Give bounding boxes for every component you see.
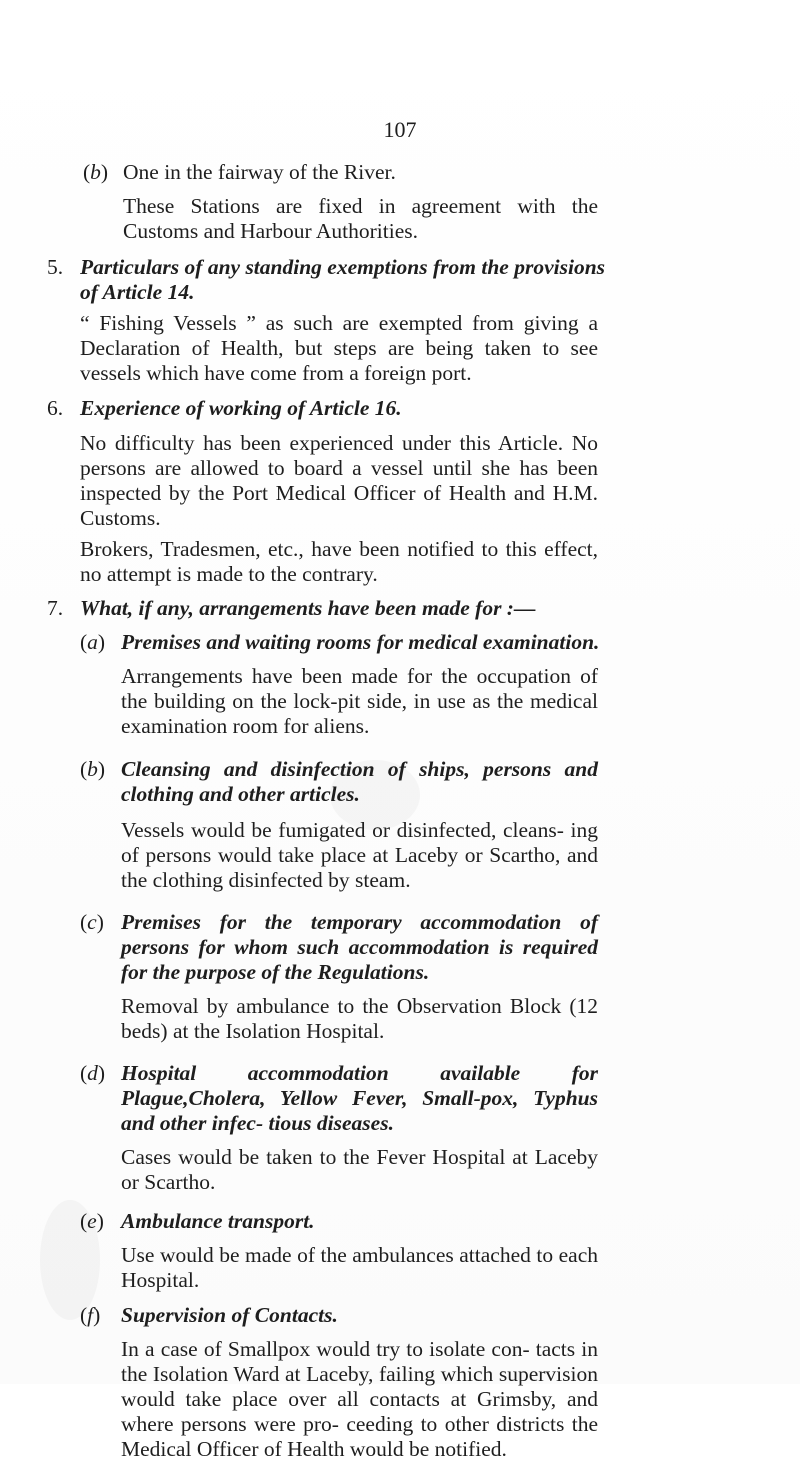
section-5-heading-line2: of Article 14. xyxy=(80,280,195,304)
item-b-heading: Cleansing and disinfection of ships, persons and clothing and other articles. xyxy=(121,757,598,806)
section-7-heading: What, if any, arrangements have been made for :— xyxy=(80,596,536,620)
item-d-heading: Hospital accommodation available for Plague,Cholera, Yellow Fever, Small-pox, Typhus and other infec- tious diseases. xyxy=(121,1061,598,1135)
item-e-body: Use would be made of the ambulances attached to each Hospital. xyxy=(121,1243,598,1292)
item-label-d: (d) xyxy=(80,1061,106,1085)
item-c-body: Removal by ambulance to the Observation Block (12 beds) at the Isolation Hospital. xyxy=(121,994,598,1043)
intro-b-text: One in the fairway of the River. xyxy=(123,160,396,184)
item-f-heading: Supervision of Contacts. xyxy=(121,1303,338,1327)
item-label-f: (f) xyxy=(80,1303,101,1327)
section-6-heading: Experience of working of Article 16. xyxy=(80,396,402,420)
section-5-heading-line1: Particulars of any standing exemptions from the provisions xyxy=(80,255,606,279)
section-5-number: 5. xyxy=(47,255,64,279)
item-b-body: Vessels would be fumigated or disinfected, cleans- ing of persons would take place at Laceby or Scartho, and the clothing disinfected by steam. xyxy=(121,818,598,892)
item-d-body: Cases would be taken to the Fever Hospital at Laceby or Scartho. xyxy=(121,1145,598,1194)
section-5-body: “ Fishing Vessels ” as such are exempted from giving a Declaration of Health, but steps are being taken to see vessels which have come from a foreign port. xyxy=(80,311,598,385)
item-a-heading: Premises and waiting rooms for medical examination. xyxy=(121,630,600,654)
item-label-b: (b) xyxy=(80,757,106,781)
section-6-number: 6. xyxy=(47,396,64,420)
section-6-body-2: Brokers, Tradesmen, etc., have been notified to this effect, no attempt is made to the contrary. xyxy=(80,537,598,586)
stations-paragraph: These Stations are fixed in agreement with the Customs and Harbour Authorities. xyxy=(123,194,598,243)
section-7-number: 7. xyxy=(47,596,64,620)
item-label-a: (a) xyxy=(80,630,106,654)
item-label-b-intro: (b) xyxy=(83,160,109,184)
page-number: 107 xyxy=(383,117,417,142)
item-f-body: In a case of Smallpox would try to isolate con- tacts in the Isolation Ward at Laceby, failing which supervision would take place over all contacts at Grimsby, and where persons were pro- ceeding to other districts the Medical Officer of Health would be notified. xyxy=(121,1337,598,1461)
item-label-c: (c) xyxy=(80,910,104,934)
item-a-body: Arrangements have been made for the occupation of the building on the lock-pit side, in use as the medical examination room for aliens. xyxy=(121,664,598,738)
item-label-e: (e) xyxy=(80,1209,104,1233)
item-c-heading: Premises for the temporary accommodation of persons for whom such accommodation is required for the purpose of the Regulations. xyxy=(121,910,598,984)
section-6-body-1: No difficulty has been experienced under this Article. No persons are allowed to board a vessel until she has been inspected by the Port Medical Officer of Health and H.M. Customs. xyxy=(80,431,598,530)
item-e-heading: Ambulance transport. xyxy=(121,1209,315,1233)
